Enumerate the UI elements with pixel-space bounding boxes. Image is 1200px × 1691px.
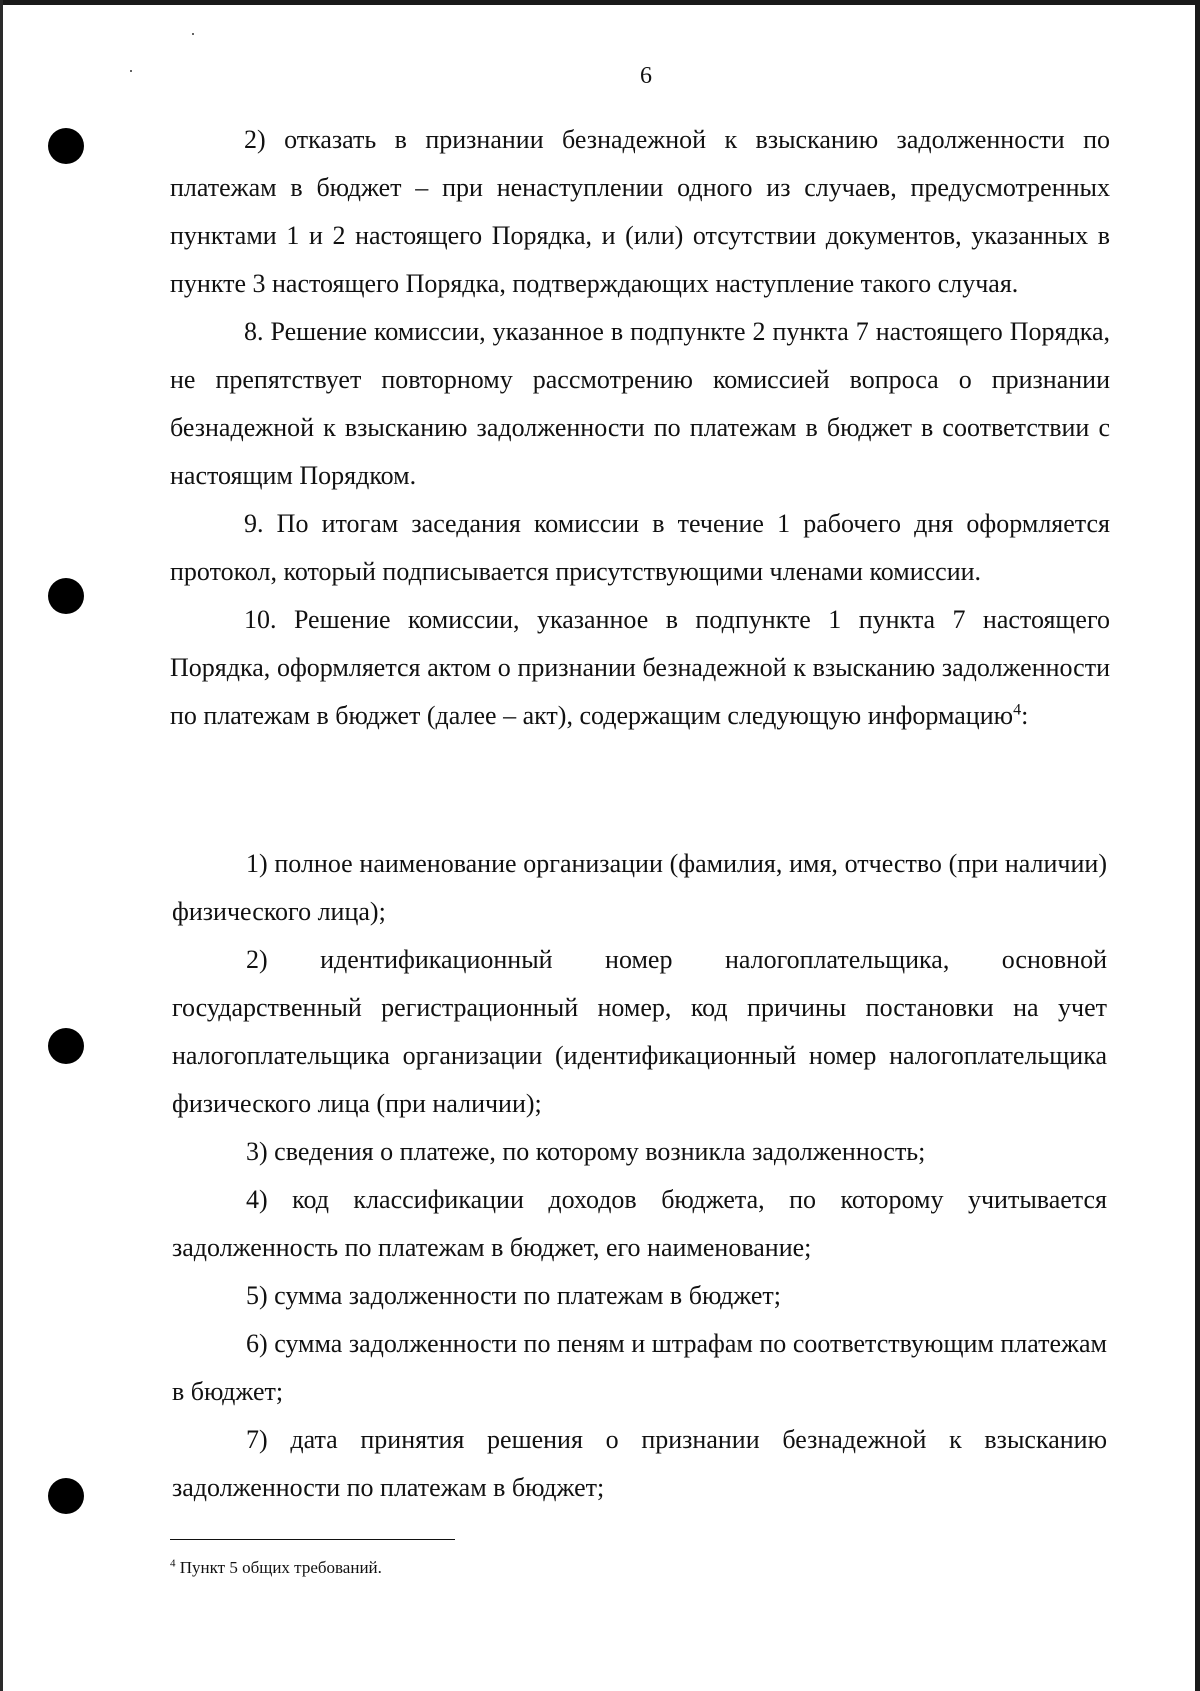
punch-hole [48,128,84,164]
paragraph-8: 8. Решение комиссии, указанное в подпункте 2 пункта 7 настоящего Порядка, не препятствует повторному рассмотрению комиссией вопроса о признании безнадежной к взысканию задолженности по платежам в бюджет в соответствии с настоящим Порядком. [170,317,1110,490]
paragraph-9: 9. По итогам заседания комиссии в течение 1 рабочего дня оформляется протокол, который подписывается присутствующими членами комиссии. [170,509,1110,586]
footnote-text: Пункт 5 общих требований. [175,1558,382,1577]
page-edge-top [0,0,1200,5]
footnote-reference: 4 [1013,701,1022,719]
page-edge-right [1195,0,1200,1691]
punch-hole [48,1028,84,1064]
punch-hole [48,578,84,614]
footnote-separator [170,1539,455,1540]
footnote-marker: 4 [170,1557,176,1570]
page-edge-left [0,0,3,1691]
document-body-list [172,840,1107,1512]
list-item-5: 5) сумма задолженности по платежам в бюджет; [246,1281,782,1310]
list-item-1: 1) полное наименование организации (фамилия, имя, отчество (при наличии) физического лица); [172,849,1107,926]
footnote [170,1556,382,1580]
scan-speck [192,33,194,35]
document-body-upper [170,116,1110,740]
paragraph-10-text: 10. Решение комиссии, указанное в подпункте 1 пункта 7 настоящего Порядка, оформляется актом о признании безнадежной к взысканию задолженности по платежам в бюджет (далее – акт), содержащим следующую информацию [170,605,1110,730]
paragraph-10 [170,596,1110,740]
list-item-3: 3) сведения о платеже, по которому возникла задолженность; [246,1137,926,1166]
list-item-2: 2) идентификационный номер налогоплательщика, основной государственный регистрационный номер, код причины постановки на учет налогоплательщика организации (идентификационный номер налогоплательщика физического лица (при наличии); [172,945,1107,1118]
paragraph-10-colon: : [1021,701,1029,730]
list-item-6: 6) сумма задолженности по пеням и штрафам по соответствующим платежам в бюджет; [172,1329,1107,1406]
list-item-7: 7) дата принятия решения о признании безнадежной к взысканию задолженности по платежам в бюджет; [172,1425,1107,1502]
list-item-4: 4) код классификации доходов бюджета, по которому учитывается задолженность по платежам в бюджет, его наименование; [172,1185,1107,1262]
page-number: 6 [640,63,652,89]
punch-hole [48,1478,84,1514]
subitem-2-refuse: 2) отказать в признании безнадежной к взысканию задолженности по платежам в бюджет – при ненаступлении одного из случаев, предусмотренных пунктами 1 и 2 настоящего Порядка, и (или) отсутствии документов, указанных в пункте 3 настоящего Порядка, подтверждающих наступление такого случая. [170,125,1110,298]
